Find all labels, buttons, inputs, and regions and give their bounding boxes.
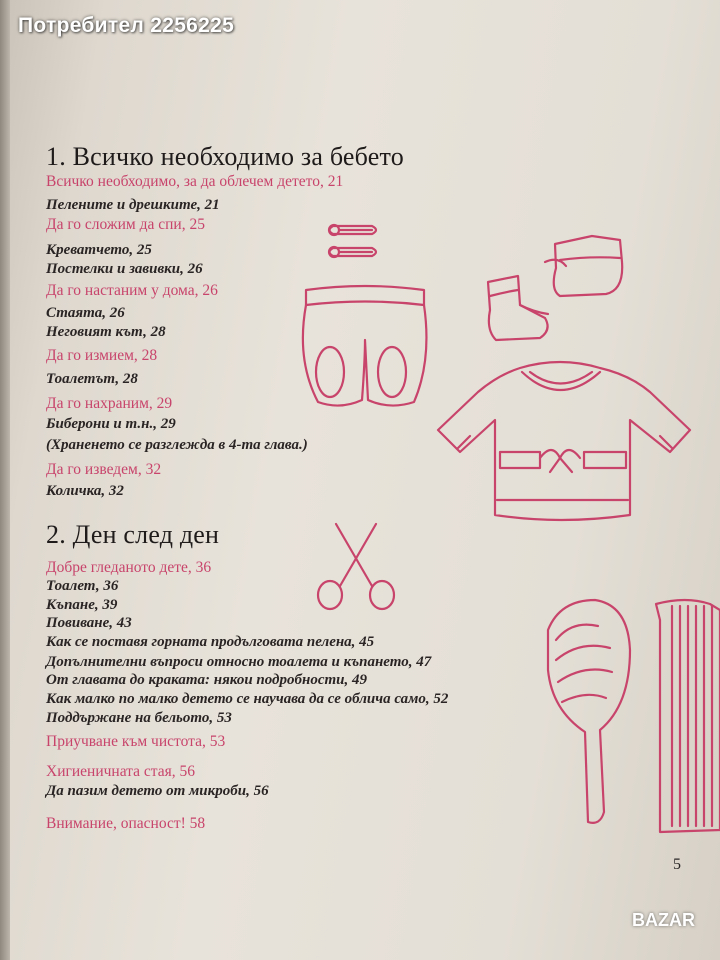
toc-entry: Да го сложим да спи, 25 bbox=[46, 216, 205, 233]
toc-entry: От главата до краката: някои подробности, 49 bbox=[46, 672, 367, 688]
toc-entry: Неговият кът, 28 bbox=[46, 324, 166, 340]
toc-entry: Количка, 32 bbox=[46, 483, 124, 499]
toc-entry: Приучване към чистота, 53 bbox=[46, 733, 226, 750]
toc-entry: (Храненето се разглежда в 4-та глава.) bbox=[46, 437, 308, 453]
toc-entry: Стаята, 26 bbox=[46, 305, 125, 321]
user-watermark: Потребител 2256225 bbox=[18, 14, 235, 37]
toc-entry: Поддържане на бельото, 53 bbox=[46, 710, 232, 726]
toc-entry: Хигиеничната стая, 56 bbox=[46, 763, 195, 780]
toc-entry: Да го нахраним, 29 bbox=[46, 395, 173, 412]
toc-entry: Постелки и завивки, 26 bbox=[46, 261, 203, 277]
toc-entry: Да го изведем, 32 bbox=[46, 461, 162, 478]
page-number: 5 bbox=[673, 856, 681, 873]
toc-entry: Внимание, опасност! 58 bbox=[46, 815, 206, 832]
toc-entry: Да го настаним у дома, 26 bbox=[46, 282, 218, 299]
bazar-logo: BAZAR bbox=[632, 910, 695, 930]
toc-entry: Пелените и дрешките, 21 bbox=[46, 197, 220, 213]
toc-entry: Да пазим детето от микроби, 56 bbox=[46, 783, 269, 799]
toc-entry: Да го измием, 28 bbox=[46, 347, 158, 364]
toc-entry: Всичко необходимо, за да облечем детето, 21 bbox=[46, 173, 344, 190]
section2-title: 2. Ден след ден bbox=[46, 520, 220, 549]
toc-entry: Как се поставя горната продълговата пелена, 45 bbox=[46, 634, 375, 650]
toc-entry: Как малко по малко детето се научава да се облича само, 52 bbox=[46, 691, 449, 707]
toc-entry: Тоалетът, 28 bbox=[46, 371, 138, 387]
toc-entry: Повиване, 43 bbox=[46, 615, 132, 631]
toc-entry: Биберони и т.н., 29 bbox=[46, 416, 176, 432]
toc-entry: Креватчето, 25 bbox=[46, 242, 152, 258]
toc-entry: Добре гледаното дете, 36 bbox=[46, 559, 212, 576]
toc-entry: Къпане, 39 bbox=[46, 597, 118, 613]
toc-entry: Допълнителни въпроси относно тоалета и къпането, 47 bbox=[46, 654, 432, 670]
toc-entry: Тоалет, 36 bbox=[46, 578, 119, 594]
section1-title: 1. Всичко необходимо за бебето bbox=[46, 142, 404, 171]
